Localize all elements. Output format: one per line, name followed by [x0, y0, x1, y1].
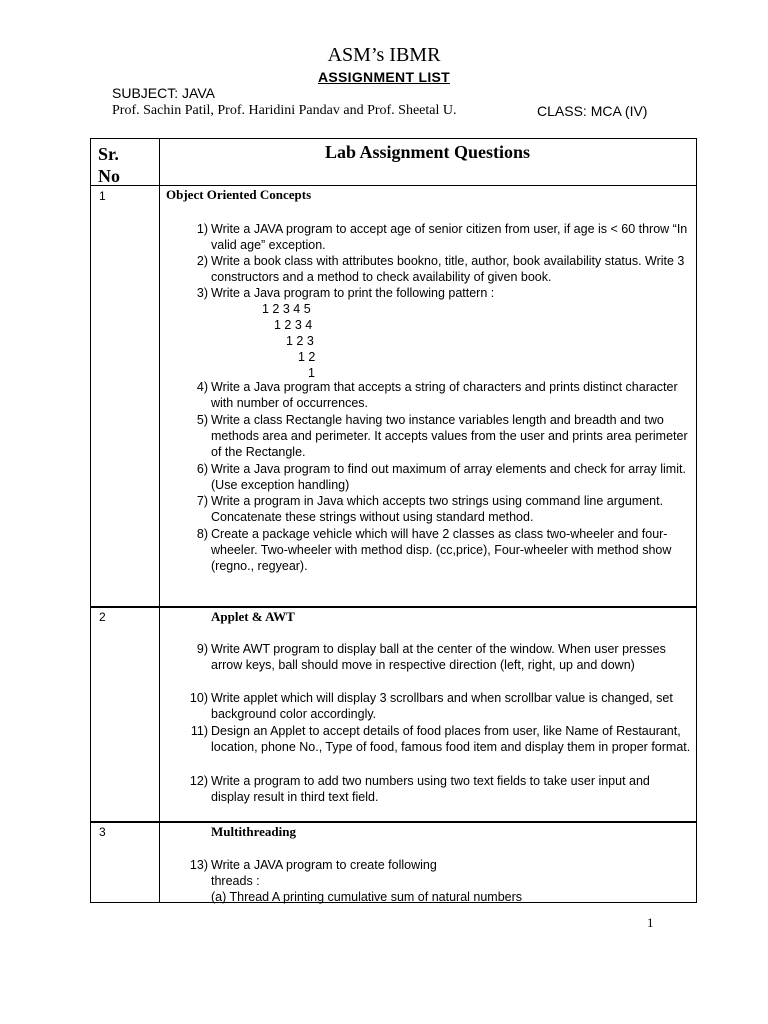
assignment-table: Sr. No Lab Assignment Questions 1 Object Oriented Concepts 1) Write a JAVA program to accept age of senior citizen from user, if age is < 60 throw “In valid age” exception. 2) Write a book class with attributes bookno, title, author, book availability status. Write 3 constructors and a method to check availability of given book. 3) Write a Java program to print the following pattern : 1 2 3 4 5 1 2 3 4 1 2 3 1 2 1 4) Write a Java program that accepts a string of characters and prints distinct character with number of occurrences. 5) Write a class Rectangle having two instance variables length and breadth and two methods area and perimeter. It accepts values from the user and prints area perimeter of the Rectangle. 6) Write a Java program to find out maximum of array elements and check for array limit. (Use exception handling) 7) Write a program in Java which accepts two strings using command line argument. Concatenate these strings without using standard method. 8) Create a package vehicle which will have 2 classes as class two-wheeler and four-wheeler. Two-wheeler with method disp. (cc,price), Four-wheeler with method show (regno., regyear). 2 Applet & AWT 9) Write AWT program to display ball at the center of the window. When user presses arrow keys, ball should move in respective direction (left, right, up and down) 10) Write applet which will display 3 scrollbars and when scrollbar value is changed, set background color accordingly. 11) Design an Applet to accept details of food places from user, like Name of Restaurant, location, phone No., Type of food, famous food item and display them in proper format. 12) Write a program to add two numbers using two text fields to take user input and display result in third text field. 3 Multithreading 13) Write a JAVA program to create following threads : (a) Thread A printing cumulative sum of natural numbers: [90, 138, 697, 903]
page-number: 1: [647, 915, 654, 930]
section-divider: [91, 606, 696, 608]
section-sr-number: 2: [99, 610, 106, 624]
questions-header: Lab Assignment Questions: [324, 142, 531, 162]
column-divider: [159, 139, 160, 902]
pattern-line: 1 2: [298, 350, 316, 364]
class-line: CLASS: MCA (IV): [537, 103, 648, 119]
pattern-line: 1 2 3 4 5: [262, 302, 311, 316]
header-row-divider: [91, 185, 696, 186]
section-title: Multithreading: [211, 824, 296, 839]
sr-no-header: Sr. No: [98, 144, 120, 186]
professors-line: Prof. Sachin Patil, Prof. Haridini Pandav and Prof. Sheetal U.: [112, 103, 457, 118]
section-sr-number: 1: [99, 189, 106, 203]
pattern-line: 1: [308, 366, 315, 380]
section-title: Applet & AWT: [211, 609, 295, 624]
section-title: Object Oriented Concepts: [166, 187, 312, 202]
college-name: ASM’s IBMR: [327, 44, 441, 66]
document-title: ASSIGNMENT LIST: [317, 69, 451, 85]
section-divider: [91, 821, 696, 823]
section-sr-number: 3: [99, 825, 106, 839]
pattern-line: 1 2 3: [286, 334, 314, 348]
pattern-line: 1 2 3 4: [274, 318, 313, 332]
subject-line: SUBJECT: JAVA: [112, 85, 215, 101]
